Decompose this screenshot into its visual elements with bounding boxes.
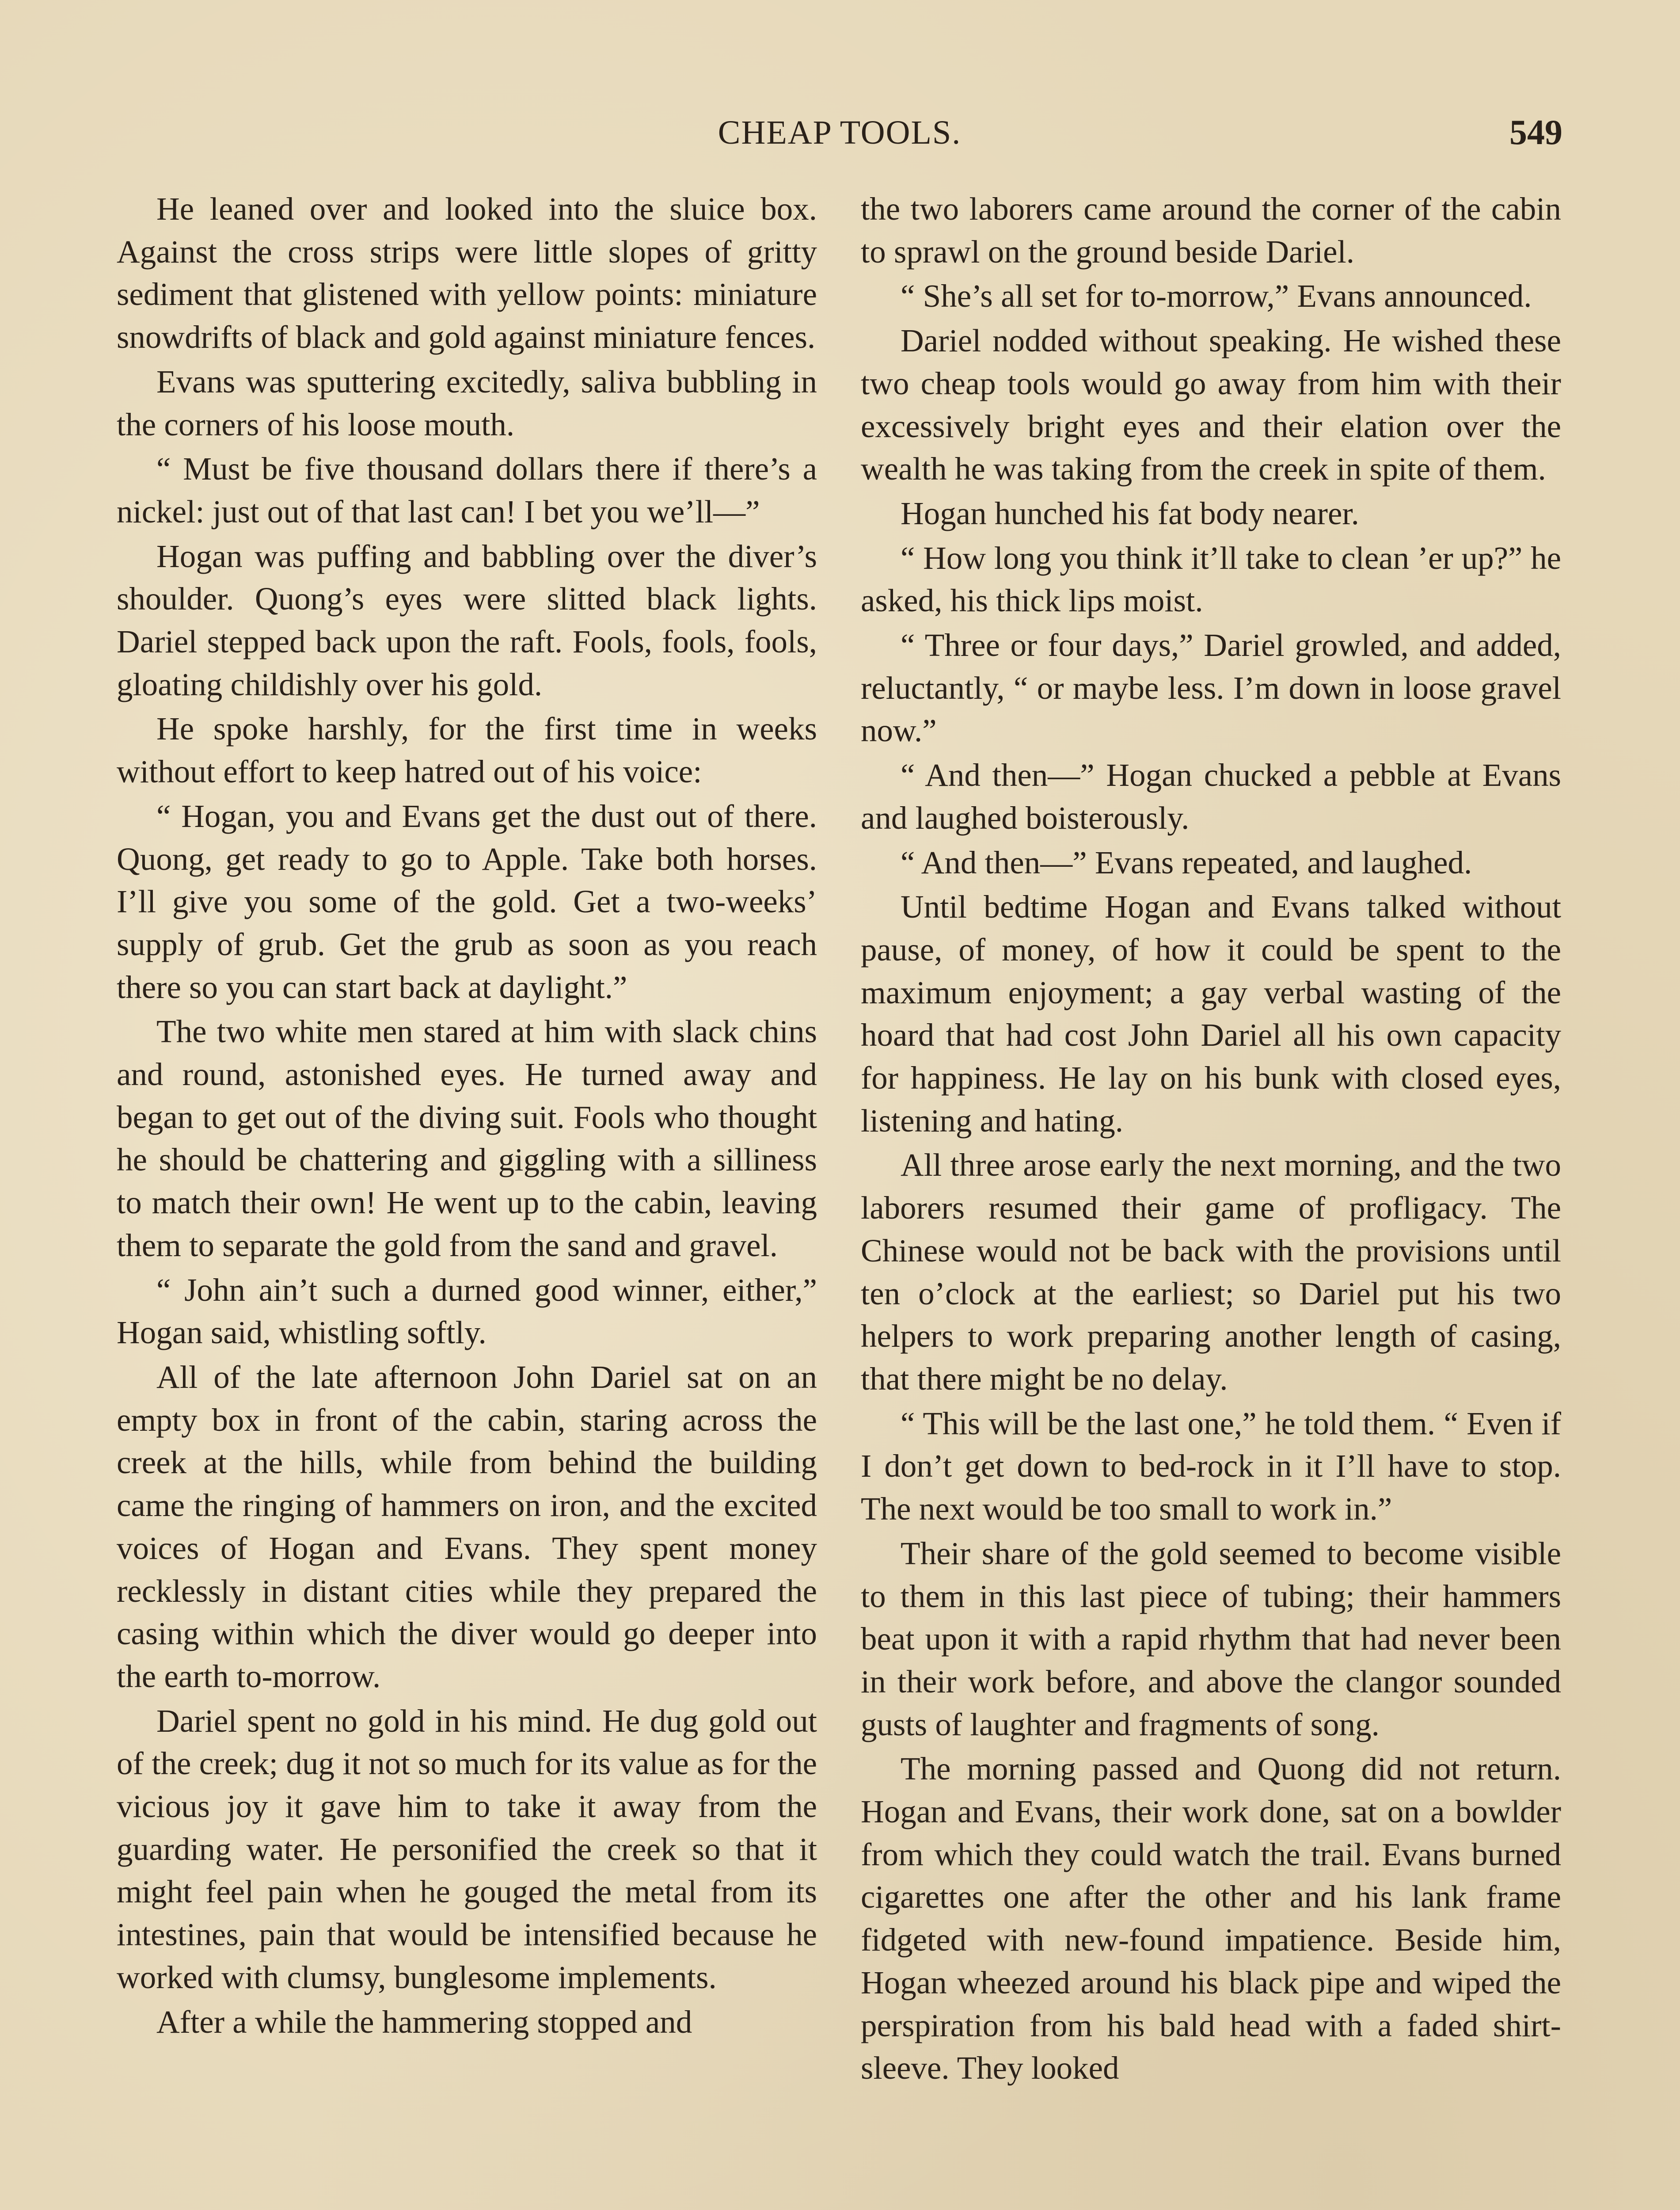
paragraph: Hogan hunched his fat body nearer. [901,495,1359,531]
paragraph: The morning passed and Quong did not return. Hogan and Evans, their work done, sat on a bowlder from which they could watch the trail. Evans burned cigarettes one after the other and his lank frame fidgeted with new-found impatience. Beside him, Hogan wheezed around his black pipe and wiped the perspiration from his bald head with a faded shirt-sleeve. They looked [861,1751,1561,2086]
paragraph: Until bedtime Hogan and Evans talked without pause, of money, of how it could be spent to the maximum enjoyment; a gay verbal wasting of the hoard that had cost John Dariel all his own capacity for happiness. He lay on his bunk with closed eyes, listening and hating. [861,889,1561,1139]
paragraph: Hogan was puffing and babbling over the diver’s shoulder. Quong’s eyes were slitted black lights. Dariel stepped back upon the raft. Fools, fools, fools, gloating childishly over his gold. [117,538,817,702]
paragraph: “ Three or four days,” Dariel growled, and added, reluctantly, “ or maybe less. I’m down in loose gravel now.” [861,627,1561,749]
paragraph: “ And then—” Evans repeated, and laughed. [901,844,1472,880]
paragraph: All three arose early the next morning, and the two laborers resumed their game of profligacy. The Chinese would not be back with the provisions until ten o’clock at the earliest; so Dariel put his two helpers to work preparing another length of casing, that there might be no delay. [861,1147,1561,1397]
paragraph: “ She’s all set for to-morrow,” Evans announced. [901,278,1532,314]
paragraph: Their share of the gold seemed to become visible to them in this last piece of tubing; their hammers beat upon it with a rapid rhythm that had never been in their work before, and above the clangor sounded gusts of laughter and fragments of song. [861,1535,1561,1742]
paragraph: “ How long you think it’ll take to clean ’er up?” he asked, his thick lips moist. [861,540,1561,619]
paragraph: He leaned over and looked into the sluice box. Against the cross strips were little slopes of gritty sediment that glistened with yellow points: miniature snowdrifts of black and gold against miniature fences. [117,191,817,355]
paragraph: Dariel nodded without speaking. He wished these two cheap tools would go away from him with their excessively bright eyes and their elation over the wealth he was taking from the creek in spite of them. [861,323,1561,487]
running-head [117,106,1562,159]
paragraph: “ And then—” Hogan chucked a pebble at Evans and laughed boisterously. [861,757,1561,836]
paragraph-continued: the two laborers came around the corner of the cabin to sprawl on the ground beside Dariel. [861,191,1561,270]
paragraph: “ Hogan, you and Evans get the dust out of there. Quong, get ready to go to Apple. Take both horses. I’ll give you some of the gold. Get a two-weeks’ supply of grub. Get the grub as soon as you reach there so you can start back at daylight.” [117,798,817,1005]
page-number: 549 [1509,113,1562,152]
running-title: CHEAP TOOLS. [718,114,962,151]
paragraph: All of the late afternoon John Dariel sat on an empty box in front of the cabin, staring across the creek at the hills, while from behind the building came the ringing of hammers on iron, and the excited voices of Hogan and Evans. They spent money recklessly in distant cities while they prepared the casing within which the diver would go deeper into the earth to-morrow. [117,1359,817,1694]
paragraph: “ John ain’t such a durned good winner, either,” Hogan said, whistling softly. [117,1272,817,1351]
paragraph: The two white men stared at him with slack chins and round, astonished eyes. He turned away and began to get out of the diving suit. Fools who thought he should be chattering and giggling with a silliness to match their own! He went up to the cabin, leaving them to separate the gold from the sand and gravel. [117,1014,817,1263]
paragraph: Evans was sputtering excitedly, saliva bubbling in the corners of his loose mouth. [117,363,817,442]
paragraph: “ Must be five thousand dollars there if there’s a nickel: just out of that last can! I bet you we’ll—” [117,451,817,530]
paragraph: “ This will be the last one,” he told them. “ Even if I don’t get down to bed-rock in it I’ll have to stop. The next would be too small to work in.” [861,1405,1561,1527]
paragraph: He spoke harshly, for the first time in weeks without effort to keep hatred out of his voice: [117,711,817,790]
paragraph: After a while the hammering stopped and [156,2004,692,2040]
paragraph: Dariel spent no gold in his mind. He dug gold out of the creek; dug it not so much for its value as for the vicious joy it gave him to take it away from the guarding water. He personified the creek so that it might feel pain when he gouged the metal from its intestines, pain that would be intensified because he worked with clumsy, bunglesome implements. [117,1703,817,1995]
right-column [861,188,1561,2210]
left-column [117,188,817,2210]
